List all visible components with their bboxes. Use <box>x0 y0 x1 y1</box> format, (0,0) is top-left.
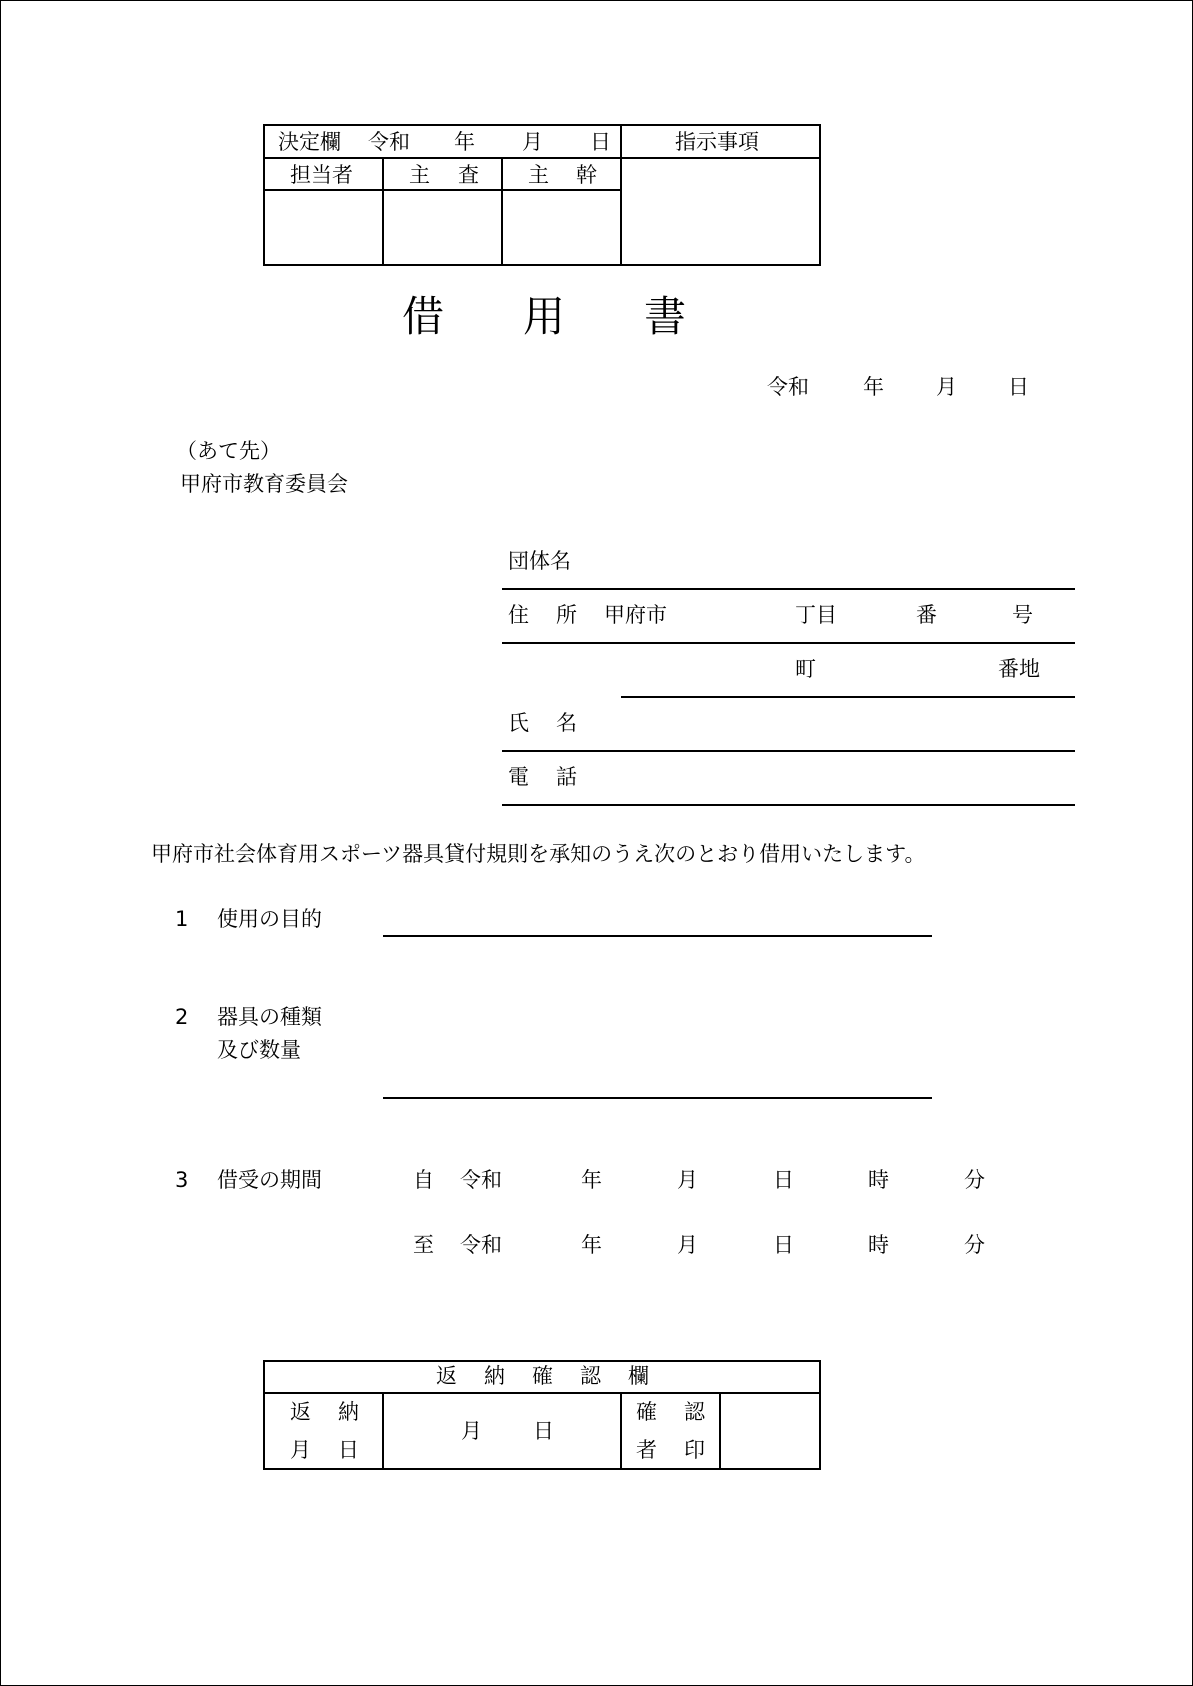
to-era: 令和 <box>460 1233 502 1257</box>
title-char-2: 用 <box>523 292 566 341</box>
return-title-2: 納 <box>484 1364 505 1388</box>
date-day: 日 <box>1008 375 1029 399</box>
decision-year: 年 <box>454 130 475 154</box>
address-go: 号 <box>1012 603 1033 627</box>
chief-stamp-cell[interactable] <box>503 191 619 264</box>
period-label: 借受の期間 <box>217 1168 322 1192</box>
instructions-label: 指示事項 <box>675 130 759 154</box>
equipment-field[interactable] <box>383 1097 932 1099</box>
address-machi: 町 <box>795 657 816 681</box>
staff-label: 担当者 <box>290 163 353 187</box>
name-field[interactable] <box>502 750 1075 752</box>
from-hour: 時 <box>868 1168 889 1192</box>
address-banchi: 番地 <box>998 657 1040 681</box>
equipment-label-line2: 及び数量 <box>217 1038 301 1062</box>
name-label-2: 名 <box>556 711 577 735</box>
return-date-label-1b: 納 <box>338 1400 359 1424</box>
from-month: 月 <box>677 1168 698 1192</box>
return-day: 日 <box>533 1419 554 1443</box>
chief-label-2: 幹 <box>576 163 597 187</box>
title-char-1: 借 <box>402 292 445 341</box>
chief-label-1: 主 <box>528 163 549 187</box>
decision-era: 令和 <box>368 130 410 154</box>
purpose-field[interactable] <box>383 935 932 937</box>
return-date-label-2a: 月 <box>290 1438 311 1462</box>
confirmer-label-1a: 確 <box>636 1400 657 1424</box>
confirmer-label-1b: 認 <box>684 1400 705 1424</box>
date-month: 月 <box>936 375 957 399</box>
phone-label-2: 話 <box>556 765 577 789</box>
address-city: 甲府市 <box>604 603 667 627</box>
date-era: 令和 <box>767 375 809 399</box>
address-label-2: 所 <box>556 603 577 627</box>
staff-stamp-cell[interactable] <box>265 191 381 264</box>
return-title-5: 欄 <box>628 1364 649 1388</box>
decision-day: 日 <box>590 130 611 154</box>
from-year: 年 <box>581 1168 602 1192</box>
from-era: 令和 <box>460 1168 502 1192</box>
confirmer-label-2a: 者 <box>636 1438 657 1462</box>
to-month: 月 <box>677 1233 698 1257</box>
date-year: 年 <box>863 375 884 399</box>
to-minute: 分 <box>964 1233 985 1257</box>
to-day: 日 <box>773 1233 794 1257</box>
return-month: 月 <box>461 1419 482 1443</box>
phone-label-1: 電 <box>508 765 529 789</box>
return-date-label-2b: 日 <box>338 1438 359 1462</box>
to-hour: 時 <box>868 1233 889 1257</box>
period-to: 至 <box>413 1233 434 1257</box>
addressee-label: （あて先） <box>176 439 281 463</box>
name-label-1: 氏 <box>508 711 529 735</box>
address-label-1: 住 <box>508 603 529 627</box>
item-2-number: 2 <box>175 1005 189 1029</box>
inspector-label-1: 主 <box>409 163 430 187</box>
address-ban: 番 <box>916 603 937 627</box>
purpose-label: 使用の目的 <box>217 907 322 931</box>
org-field[interactable] <box>502 588 1075 590</box>
address-field-1[interactable] <box>502 642 1075 644</box>
inspector-label-2: 査 <box>458 163 479 187</box>
org-label: 団体名 <box>508 549 571 573</box>
item-3-number: 3 <box>175 1168 189 1192</box>
return-title-3: 確 <box>532 1364 553 1388</box>
addressee-name: 甲府市教育委員会 <box>180 472 348 496</box>
decision-month: 月 <box>522 130 543 154</box>
title-char-3: 書 <box>644 292 687 341</box>
from-day: 日 <box>773 1168 794 1192</box>
statement-text: 甲府市社会体育用スポーツ器具貸付規則を承知のうえ次のとおり借用いたします。 <box>151 842 926 866</box>
from-minute: 分 <box>964 1168 985 1192</box>
to-year: 年 <box>581 1233 602 1257</box>
confirmer-stamp-cell[interactable] <box>721 1394 819 1468</box>
return-title-1: 返 <box>436 1364 457 1388</box>
address-field-2[interactable] <box>621 696 1075 698</box>
return-title-4: 認 <box>580 1364 601 1388</box>
period-from: 自 <box>413 1168 434 1192</box>
confirmer-label-2b: 印 <box>684 1438 705 1462</box>
phone-field[interactable] <box>502 804 1075 806</box>
decision-label: 決定欄 <box>278 130 341 154</box>
equipment-label-line1: 器具の種類 <box>217 1005 322 1029</box>
return-date-label-1a: 返 <box>290 1400 311 1424</box>
inspector-stamp-cell[interactable] <box>384 191 500 264</box>
address-chome: 丁目 <box>795 603 837 627</box>
item-1-number: 1 <box>175 907 189 931</box>
instructions-cell[interactable] <box>622 159 819 264</box>
